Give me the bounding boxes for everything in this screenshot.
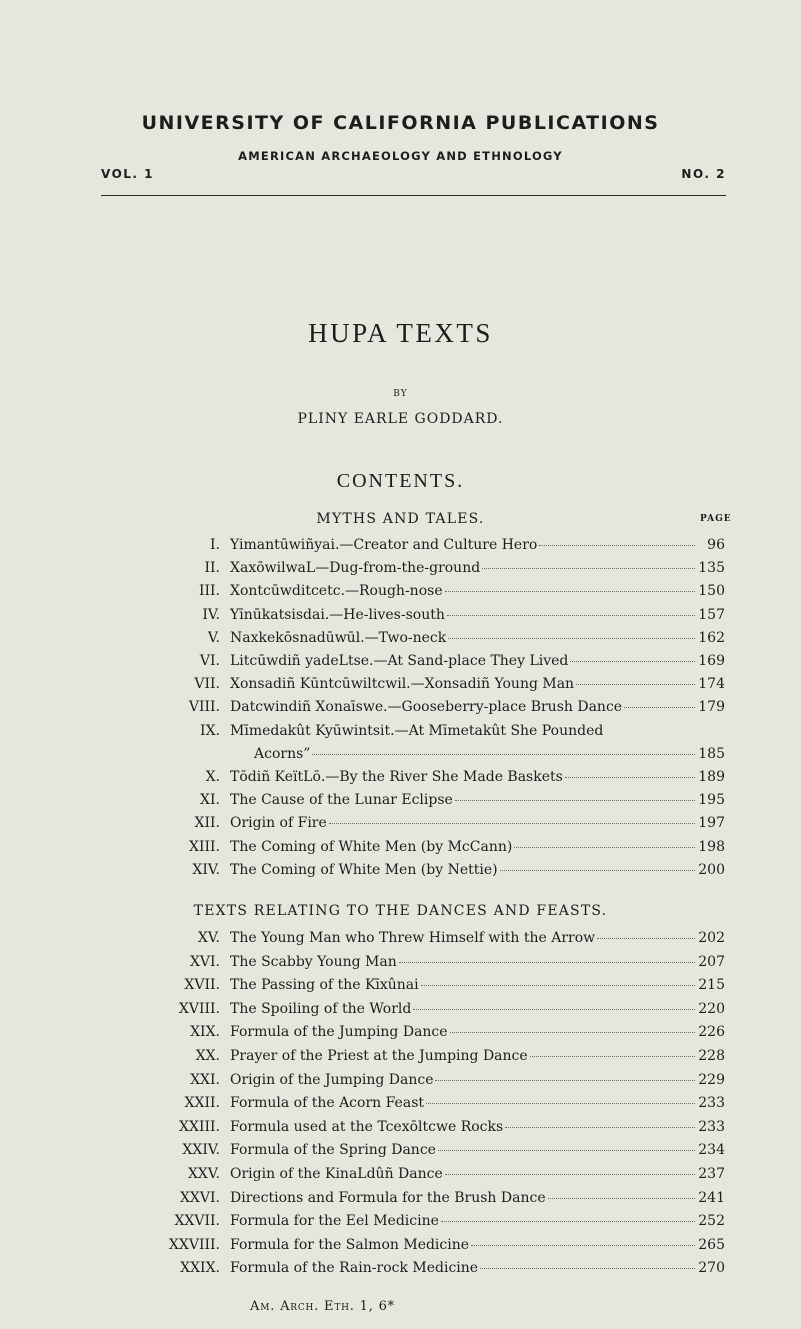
dot-leader	[565, 776, 695, 778]
toc-entry-number: XXVI.	[179, 1189, 220, 1206]
toc-entry-page: 252	[698, 1213, 725, 1230]
toc-entry-number: XIV.	[192, 861, 220, 878]
dot-leader	[530, 1055, 695, 1057]
toc-entry-title: Formula for the Eel Medicine	[230, 1213, 439, 1230]
toc-entry-page: 150	[698, 583, 725, 600]
toc-entry-number: XVI.	[189, 953, 220, 970]
toc-entry	[0, 999, 801, 1019]
dot-leader	[482, 567, 695, 569]
dot-leader	[539, 544, 695, 546]
dot-leader	[413, 1008, 695, 1010]
toc-entry-title: Yimantūwiñyai.—Creator and Culture Hero	[230, 537, 538, 553]
toc-entry-number: III.	[198, 583, 220, 600]
toc-entry-page: 197	[698, 815, 725, 832]
dot-leader	[329, 822, 695, 824]
toc-entry-page: 96	[707, 537, 725, 553]
toc-entry-page: 220	[698, 1000, 725, 1017]
toc-entry-title: The Coming of White Men (by McCann)	[230, 838, 513, 855]
toc-entry-number: IV.	[202, 606, 220, 623]
toc-entry-title: The Young Man who Threw Himself with the Arrow	[230, 930, 596, 946]
dot-leader	[435, 1079, 695, 1081]
toc-entry	[0, 605, 801, 625]
toc-entry	[0, 628, 801, 648]
toc-entry-number: XIX.	[190, 1024, 220, 1041]
toc-entry-page: 207	[698, 953, 725, 970]
toc-entry-title: Yīnūkatsisdai.—He-lives-south	[230, 606, 445, 623]
dot-leader	[450, 1031, 695, 1033]
toc-entry-number: XVII.	[184, 977, 220, 994]
author-name: PLINY EARLE GODDARD.	[297, 411, 504, 427]
section-heading-myths: MYTHS AND TALES.	[316, 511, 485, 527]
toc-entry-page: 265	[698, 1236, 725, 1253]
toc-entry-title: The Cause of the Lunar Eclipse	[230, 792, 453, 809]
dot-leader	[421, 984, 695, 986]
toc-entry	[0, 975, 801, 995]
toc-entry	[0, 837, 801, 857]
toc-entry-page: 195	[698, 792, 725, 809]
toc-entry-page: 228	[698, 1048, 725, 1064]
toc-entry-title: The Scabby Young Man	[230, 953, 397, 970]
dot-leader	[514, 846, 695, 848]
toc-entry-page: 169	[698, 653, 725, 669]
toc-entry-page: 237	[698, 1166, 725, 1182]
toc-entry-page: 200	[698, 861, 725, 878]
toc-entry-number: VIII.	[188, 699, 220, 716]
toc-entry-number: XX.	[195, 1048, 220, 1064]
toc-entry-continuation-text: Acorns”	[254, 745, 311, 762]
toc-entry-number: XXIII.	[179, 1118, 220, 1135]
dot-leader	[438, 1149, 695, 1151]
header-rule	[101, 195, 726, 196]
toc-entry-number: V.	[207, 629, 220, 646]
toc-entry-title: Datcwindiñ Xonaīswe.—Gooseberry-place Brush Dance	[230, 699, 623, 716]
toc-entry-number: VII.	[194, 676, 220, 693]
dot-leader	[505, 1126, 695, 1128]
toc-entry-number: XV.	[197, 930, 220, 946]
toc-entry-number: II.	[204, 560, 220, 577]
toc-entry	[0, 1211, 801, 1231]
toc-entry-title: The Coming of White Men (by Nettie)	[230, 861, 498, 878]
toc-entry	[0, 1046, 801, 1066]
dot-leader	[480, 1267, 695, 1269]
toc-entry-title: The Spoiling of the World	[230, 1000, 412, 1017]
toc-entry-title: Litcūwdiñ yadeLtse.—At Sand-place They Lived	[230, 653, 569, 669]
dot-leader	[455, 799, 695, 801]
toc-entry-page: 226	[698, 1024, 725, 1041]
subseries-title: AMERICAN ARCHAEOLOGY AND ETHNOLOGY	[238, 149, 563, 163]
toc-entry-page: 215	[698, 977, 725, 994]
toc-entry-number: XXIX.	[180, 1260, 220, 1277]
toc-entry	[0, 651, 801, 671]
toc-entry-title: Directions and Formula for the Brush Dance	[230, 1189, 546, 1206]
number-label: NO. 2	[681, 167, 726, 181]
dot-leader	[441, 1220, 695, 1222]
toc-entry-number: XXVII.	[174, 1213, 220, 1230]
toc-entry-page: 229	[698, 1071, 725, 1088]
toc-entry	[0, 1117, 801, 1137]
toc-entry-title: Xonsadiñ Kūntcūwiltcwil.—Xonsadiñ Young Man	[230, 676, 575, 693]
toc-entry	[0, 1164, 801, 1184]
toc-entry-title: Xontcūwditcetc.—Rough-nose	[230, 583, 443, 600]
toc-entry-number: XXVIII.	[168, 1236, 220, 1253]
toc-entry-page: 135	[698, 560, 725, 577]
toc-entry-number: XII.	[194, 815, 220, 832]
dot-leader	[448, 637, 695, 639]
toc-entry-title: Tōdiñ KeïtLō.—By the River She Made Baskets	[230, 769, 563, 785]
toc-entry-page: 198	[698, 838, 725, 855]
toc-entry-title: Formula of the Acorn Feast	[230, 1095, 425, 1112]
toc-entry-title: Origin of the Jumping Dance	[230, 1071, 434, 1088]
toc-entry	[0, 928, 801, 948]
toc-entry-title: Mīmedakût Kyūwintsit.—At Mīmetakût She Pounded	[230, 722, 604, 739]
toc-entry-title: The Passing of the Kīxûnai	[230, 977, 419, 994]
toc-entry-page: 233	[698, 1095, 725, 1112]
dot-leader	[624, 706, 695, 708]
toc-entry-title: Formula used at the Tcexōltcwe Rocks	[230, 1118, 504, 1135]
toc-entry-title: Prayer of the Priest at the Jumping Dance	[230, 1048, 528, 1064]
toc-entry	[0, 697, 801, 717]
toc-entry	[0, 558, 801, 578]
toc-entry-title: Formula for the Salmon Medicine	[230, 1236, 470, 1253]
toc-entry-page: 174	[698, 676, 725, 693]
toc-entry-page: 162	[698, 629, 725, 646]
document-title: HUPA TEXTS	[308, 318, 493, 348]
toc-entry-title: Origin of the KinaLdûñ Dance	[230, 1166, 443, 1182]
toc-entry	[0, 1140, 801, 1160]
toc-entry	[0, 1258, 801, 1278]
toc-entry-page: 179	[698, 699, 725, 716]
toc-entry	[0, 790, 801, 810]
toc-entry-page: 233	[698, 1118, 725, 1135]
toc-entry-number: VI.	[199, 653, 220, 669]
toc-entry-number: IX.	[200, 722, 220, 739]
toc-entry	[0, 1235, 801, 1255]
toc-entry-title: Naxkekōsnadūwūl.—Two-neck	[230, 629, 447, 646]
toc-entry-number: XXIV.	[182, 1142, 220, 1159]
dot-leader	[426, 1102, 695, 1104]
dot-leader	[447, 614, 695, 616]
toc-entry-page: 185	[698, 745, 725, 762]
toc-entry	[0, 860, 801, 880]
toc-entry-number: XI.	[200, 792, 220, 809]
toc-entry-title: Formula of the Spring Dance	[230, 1142, 436, 1159]
footer-signature: Am. Arch. Eth. 1, 6*	[250, 1299, 395, 1314]
toc-entry	[0, 535, 801, 555]
dot-leader	[445, 1173, 695, 1175]
toc-entry-page: 189	[698, 769, 725, 785]
dot-leader	[576, 683, 695, 685]
toc-entry	[0, 1093, 801, 1113]
toc-entry-number: XXII.	[184, 1095, 220, 1112]
toc-entry-title: Formula of the Jumping Dance	[230, 1024, 448, 1041]
toc-entry	[0, 813, 801, 833]
section-heading-dances: TEXTS RELATING TO THE DANCES AND FEASTS.	[193, 903, 608, 919]
dot-leader	[548, 1197, 695, 1199]
toc-entry-page: 270	[698, 1260, 725, 1277]
series-title: UNIVERSITY OF CALIFORNIA PUBLICATIONS	[141, 112, 660, 134]
toc-entry	[0, 721, 801, 741]
toc-entry-page: 241	[698, 1189, 725, 1206]
contents-heading: CONTENTS.	[336, 470, 465, 492]
toc-entry-page: 234	[698, 1142, 725, 1159]
toc-entry	[0, 581, 801, 601]
toc-entry	[0, 674, 801, 694]
page-column-label: PAGE	[700, 514, 732, 524]
volume-label: VOL. 1	[101, 167, 155, 181]
toc-entry-number: XXV.	[187, 1166, 220, 1182]
dot-leader	[399, 961, 695, 963]
toc-entry-number: XIII.	[188, 838, 220, 855]
toc-entry	[0, 767, 801, 787]
toc-entry	[0, 1188, 801, 1208]
toc-entry-title: XaxōwilwaL—Dug-from-the-ground	[230, 560, 481, 577]
toc-entry	[0, 952, 801, 972]
dot-leader	[471, 1244, 695, 1246]
by-line: BY	[393, 389, 408, 399]
toc-entry-page: 202	[698, 930, 725, 946]
dot-leader	[445, 590, 695, 592]
toc-entry-page: 157	[698, 606, 725, 623]
toc-entry	[0, 1070, 801, 1090]
toc-entry-number: I.	[210, 537, 220, 553]
dot-leader	[570, 660, 695, 662]
dot-leader	[312, 753, 695, 755]
toc-entry-title: Origin of Fire	[230, 815, 327, 832]
toc-entry-number: XXI.	[190, 1071, 220, 1088]
toc-entry	[0, 1022, 801, 1042]
toc-entry-continuation	[254, 744, 725, 764]
toc-entry-number: XVIII.	[178, 1000, 220, 1017]
dot-leader	[500, 869, 695, 871]
toc-entry-number: X.	[205, 769, 220, 785]
toc-entry-title: Formula of the Rain-rock Medicine	[230, 1260, 479, 1277]
dot-leader	[597, 937, 695, 939]
